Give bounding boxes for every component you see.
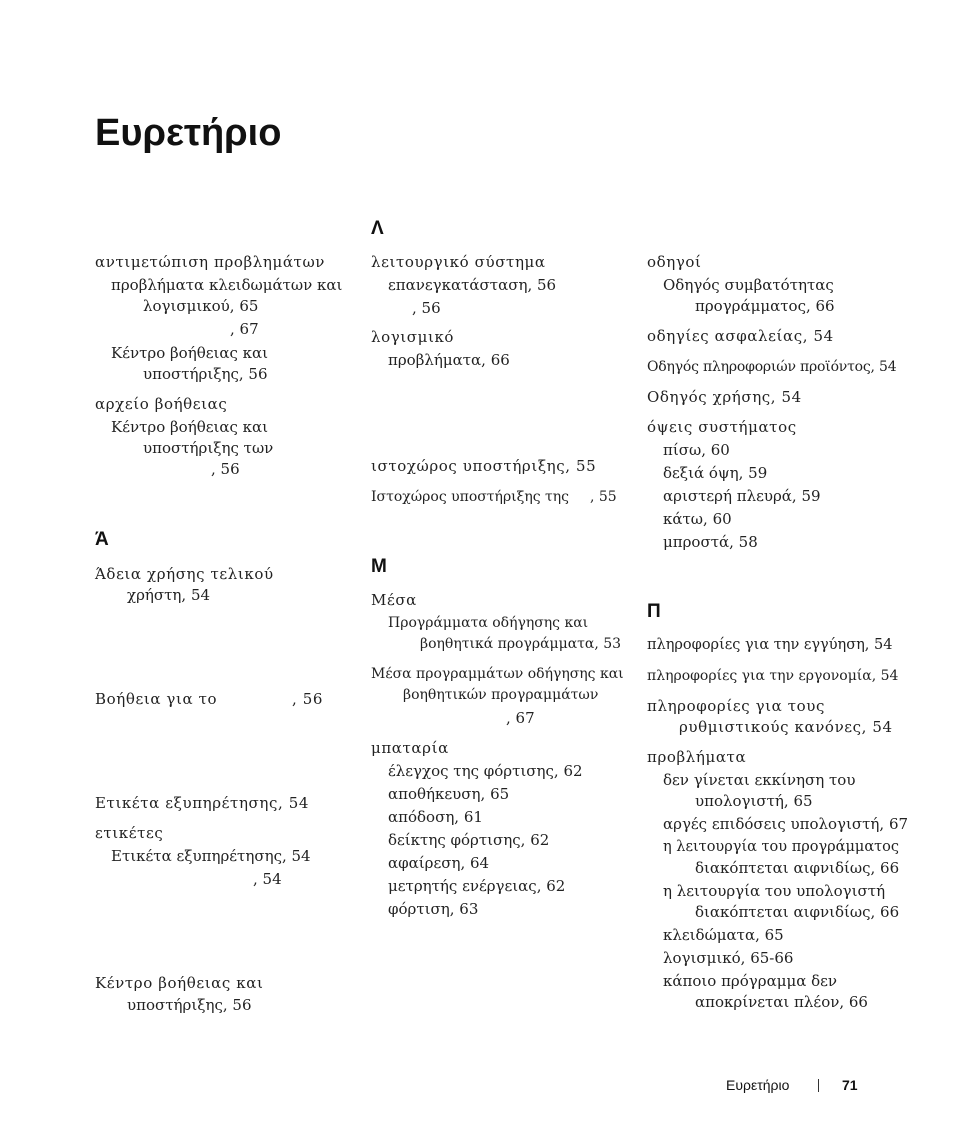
index-entry-page: , 56 — [292, 690, 324, 708]
index-entry-cont: υποστήριξης, 56 — [127, 996, 252, 1014]
section-letter-heading: Μ — [371, 556, 387, 577]
index-subentry: μπροστά, 58 — [663, 533, 758, 551]
section-letter-heading: Λ — [371, 218, 384, 239]
index-subentry: Κέντρο βοήθειας και — [111, 418, 269, 436]
index-entry: Ετικέτα εξυπηρέτησης, 54 — [95, 794, 309, 812]
index-entry: Ιστοχώρος υποστήριξης της — [371, 489, 570, 505]
index-entry: μπαταρία — [371, 739, 449, 757]
page-footer — [726, 1077, 858, 1093]
index-entry: αρχείο βοήθειας — [95, 395, 228, 413]
index-subentry: μετρητής ενέργειας, 62 — [388, 877, 566, 895]
index-subentry-cont: λογισμικού, 65 — [143, 297, 259, 315]
index-subentry: Ετικέτα εξυπηρέτησης, 54 — [111, 847, 311, 865]
index-subentry: δεξιά όψη, 59 — [663, 464, 768, 482]
index-subentry-cont: , 67 — [230, 320, 259, 338]
index-entry: Οδηγός χρήσης, 54 — [647, 388, 802, 406]
index-subentry: απόδοση, 61 — [388, 808, 483, 826]
footer-divider — [818, 1079, 819, 1092]
index-subentry: λογισμικό, 65-66 — [663, 949, 794, 967]
footer-section-label: Ευρετήριο — [726, 1077, 790, 1093]
index-subentry-cont: υποστήριξης, 56 — [143, 365, 268, 383]
index-subentry: δεν γίνεται εκκίνηση του — [663, 771, 856, 789]
index-entry: πληροφορίες για την εγγύηση, 54 — [647, 637, 893, 653]
index-entry: Μέσα — [371, 591, 417, 609]
index-entry-cont: ρυθμιστικούς κανόνες, 54 — [679, 718, 893, 736]
index-subentry: η λειτουργία του υπολογιστή — [663, 882, 886, 900]
index-subentry: έλεγχος της φόρτισης, 62 — [388, 762, 583, 780]
index-subentry: κάποιο πρόγραμμα δεν — [663, 972, 838, 990]
index-subentry-cont: διακόπτεται αιφνιδίως, 66 — [695, 903, 900, 921]
page-number: 71 — [842, 1077, 858, 1093]
index-subentry-cont: υποστήριξης των — [143, 439, 274, 457]
index-subentry: αφαίρεση, 64 — [388, 854, 490, 872]
index-subentry: αριστερή πλευρά, 59 — [663, 487, 821, 505]
index-entry: Οδηγός πληροφοριών προϊόντος, 54 — [647, 359, 897, 375]
section-letter-heading: Π — [647, 601, 661, 622]
index-entry: πληροφορίες για τους — [647, 697, 825, 715]
index-subentry-cont: βοηθητικά προγράμματα, 53 — [420, 636, 622, 652]
index-entry-cont: βοηθητικών προγραμμάτων — [403, 687, 599, 703]
index-subentry: η λειτουργία του προγράμματος — [663, 839, 899, 855]
index-subentry: προβλήματα, 66 — [388, 351, 510, 369]
index-entry: όψεις συστήματος — [647, 418, 797, 436]
index-subentry: Κέντρο βοήθειας και — [111, 344, 269, 362]
index-entry: λειτουργικό σύστημα — [371, 253, 546, 271]
index-subentry-cont: , 56 — [211, 460, 240, 478]
index-entry-cont: χρήστη, 54 — [127, 586, 211, 604]
index-entry: οδηγοί — [647, 253, 702, 271]
index-subentry-cont: υπολογιστή, 65 — [695, 792, 813, 810]
index-entry: ετικέτες — [95, 824, 164, 842]
section-letter-heading: Ά — [95, 529, 109, 550]
index-subentry-cont: προγράμματος, 66 — [695, 297, 835, 315]
index-entry: προβλήματα — [647, 748, 747, 766]
index-subentry: κλειδώματα, 65 — [663, 926, 784, 944]
index-entry: οδηγίες ασφαλείας, 54 — [647, 327, 834, 345]
index-entry: Βοήθεια για το — [95, 690, 218, 708]
page-title: Ευρετήριο — [95, 112, 282, 154]
index-subentry-cont: αποκρίνεται πλέον, 66 — [695, 993, 868, 1011]
index-subentry: προβλήματα κλειδωμάτων και — [111, 276, 343, 294]
index-subentry-cont: διακόπτεται αιφνιδίως, 66 — [695, 859, 900, 877]
index-subentry: Προγράμματα οδήγησης και — [388, 615, 589, 631]
index-entry: Άδεια χρήσης τελικού — [95, 565, 274, 583]
index-entry-page: , 55 — [590, 489, 617, 505]
index-subentry: κάτω, 60 — [663, 510, 732, 528]
index-entry-cont: , 67 — [506, 709, 535, 727]
index-subentry-cont: , 54 — [253, 870, 282, 888]
index-subentry: Οδηγός συμβατότητας — [663, 276, 834, 294]
index-entry: ιστοχώρος υποστήριξης, 55 — [371, 457, 597, 475]
index-entry: Μέσα προγραμμάτων οδήγησης και — [371, 666, 624, 682]
index-subentry: πίσω, 60 — [663, 441, 730, 459]
index-entry: αντιμετώπιση προβλημάτων — [95, 253, 326, 271]
index-subentry: φόρτιση, 63 — [388, 900, 479, 918]
index-subentry: αργές επιδόσεις υπολογιστή, 67 — [663, 815, 909, 833]
index-subentry: επανεγκατάσταση, 56 — [388, 276, 557, 294]
index-entry: λογισμικό — [371, 328, 455, 346]
index-subentry: , 56 — [412, 299, 441, 317]
index-subentry: αποθήκευση, 65 — [388, 785, 510, 803]
index-subentry: δείκτης φόρτισης, 62 — [388, 831, 550, 849]
index-entry: Κέντρο βοήθειας και — [95, 974, 264, 992]
index-entry: πληροφορίες για την εργονομία, 54 — [647, 668, 899, 684]
